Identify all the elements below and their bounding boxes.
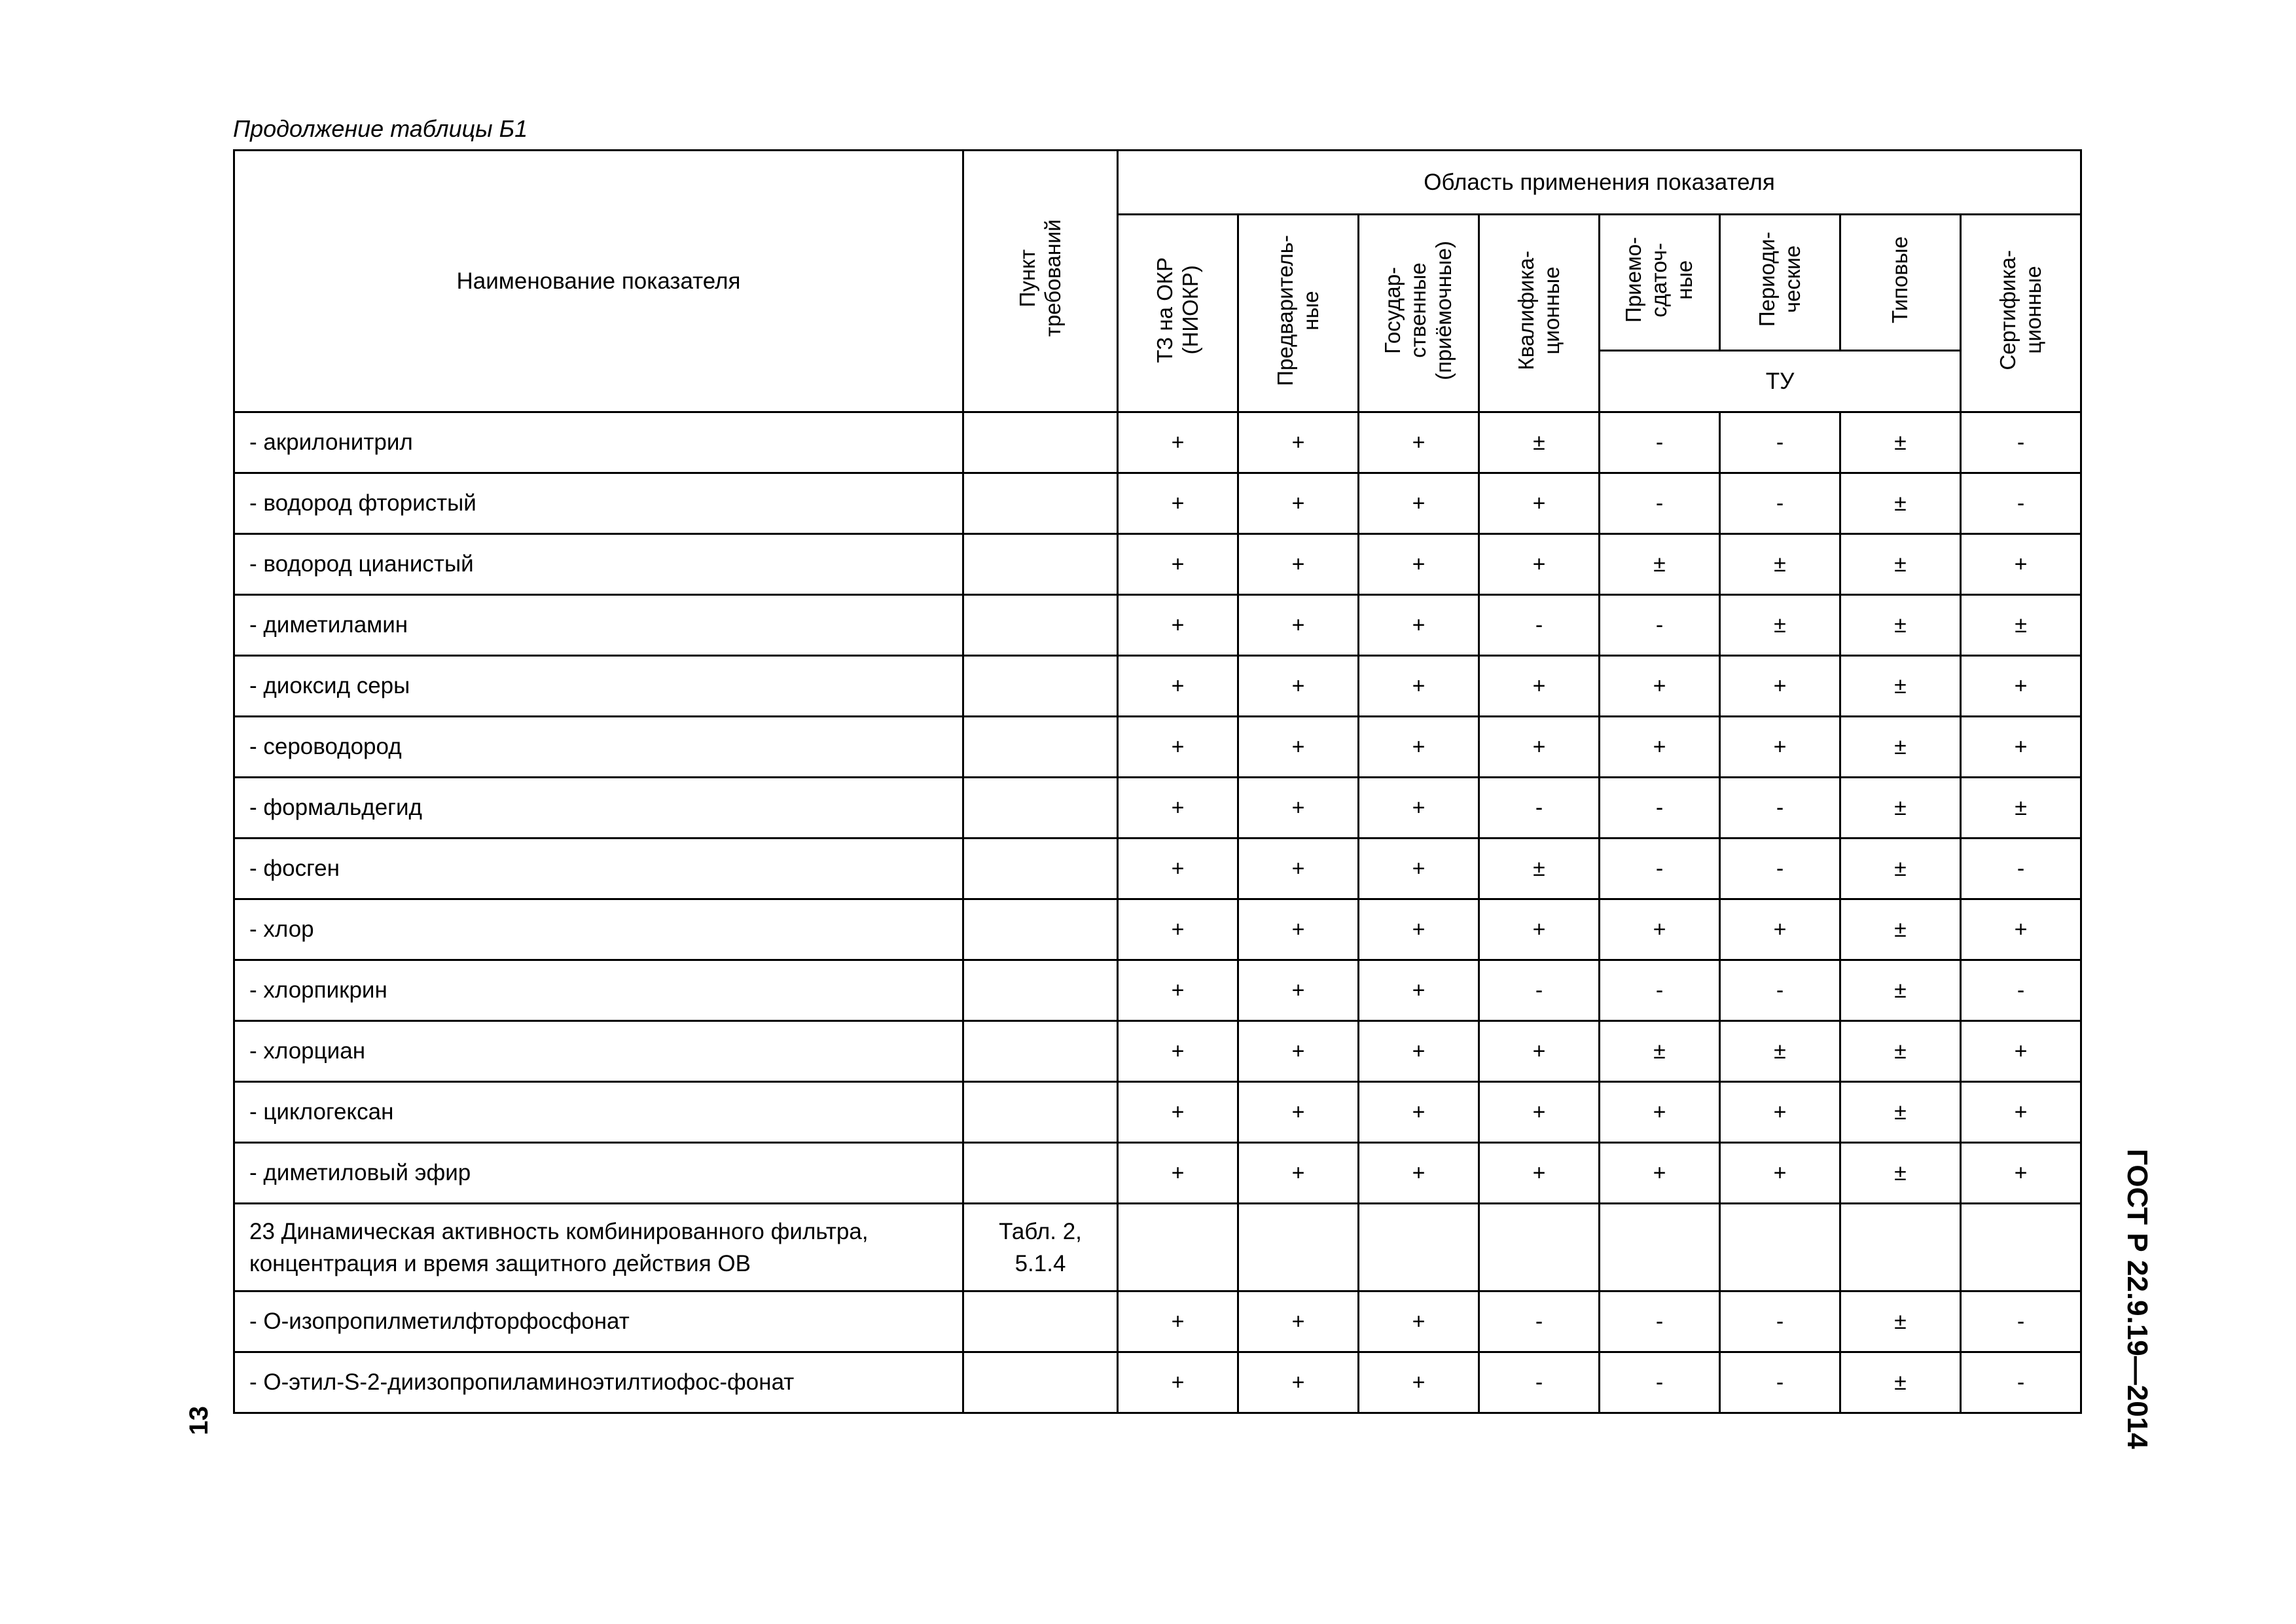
header-col-type: Типовые [1840,215,1961,351]
requirement-clause [963,1021,1118,1082]
header-area: Область применения показателя [1118,151,2081,215]
applicability-mark: ± [1840,412,1961,473]
applicability-mark: + [1118,595,1238,656]
applicability-mark: + [1238,960,1359,1021]
applicability-mark: + [1479,473,1600,534]
indicator-name: - циклогексан [234,1082,963,1143]
applicability-mark: + [1118,1291,1238,1352]
indicator-name: - диметиловый эфир [234,1143,963,1204]
applicability-mark: + [1118,899,1238,960]
applicability-mark: + [1118,534,1238,595]
applicability-mark: - [1720,839,1840,899]
applicability-mark: + [1118,1352,1238,1413]
applicability-mark: + [1961,1021,2081,1082]
applicability-mark: ± [1840,595,1961,656]
applicability-mark: + [1238,717,1359,778]
applicability-mark: - [1961,839,2081,899]
applicability-mark: ± [1720,534,1840,595]
header-punkt-label: Пункт требований [1014,219,1065,337]
applicability-mark: ± [1720,595,1840,656]
applicability-mark: + [1359,473,1479,534]
applicability-mark: + [1600,899,1720,960]
applicability-mark: - [1720,473,1840,534]
table-row [234,534,2081,595]
applicability-mark: + [1359,778,1479,839]
applicability-mark: - [1600,473,1720,534]
applicability-mark: + [1961,717,2081,778]
requirement-clause [963,717,1118,778]
applicability-mark [1238,1204,1359,1291]
applicability-mark: + [1238,1021,1359,1082]
applicability-mark: + [1359,1352,1479,1413]
applicability-mark: + [1359,534,1479,595]
applicability-mark: + [1720,717,1840,778]
indicator-table [233,149,2082,1414]
standard-number: ГОСТ Р 22.9.19—2014 [2121,1149,2153,1449]
applicability-mark: ± [1840,839,1961,899]
requirement-clause [963,412,1118,473]
table-row [234,412,2081,473]
applicability-mark: + [1720,899,1840,960]
applicability-mark: ± [1720,1021,1840,1082]
applicability-mark: + [1479,1143,1600,1204]
indicator-name: - формальдегид [234,778,963,839]
applicability-mark: - [1961,1352,2081,1413]
requirement-clause [963,960,1118,1021]
indicator-name: - О-изопропилметилфторфосфонат [234,1291,963,1352]
applicability-mark: - [1961,473,2081,534]
applicability-mark: + [1238,778,1359,839]
applicability-mark: - [1961,1291,2081,1352]
table-row [234,1291,2081,1352]
applicability-mark: + [1479,1082,1600,1143]
header-col-certification: Сертифика- ционные [1961,215,2081,412]
indicator-name: - хлорпикрин [234,960,963,1021]
applicability-mark: + [1359,839,1479,899]
applicability-mark: ± [1479,412,1600,473]
applicability-mark: + [1118,412,1238,473]
applicability-mark: ± [1479,839,1600,899]
applicability-mark: + [1600,1082,1720,1143]
requirement-clause [963,656,1118,717]
header-tu: ТУ [1600,351,1961,412]
header-col-acceptance: Приемо- сдаточ- ные [1600,215,1720,351]
indicator-name: - диоксид серы [234,656,963,717]
indicator-name: - акрилонитрил [234,412,963,473]
indicator-name: - водород фтористый [234,473,963,534]
applicability-mark: + [1479,534,1600,595]
applicability-mark: + [1961,534,2081,595]
applicability-mark: + [1238,595,1359,656]
table-row [234,1143,2081,1204]
applicability-mark: - [1720,960,1840,1021]
requirement-clause [963,778,1118,839]
applicability-mark: + [1118,656,1238,717]
page-number: 13 [185,1406,213,1435]
applicability-mark: + [1359,1291,1479,1352]
requirement-clause [963,595,1118,656]
header-col-preliminary: Предваритель- ные [1238,215,1359,412]
applicability-mark: + [1118,960,1238,1021]
applicability-mark: ± [1840,960,1961,1021]
table-row [234,1204,2081,1291]
requirement-clause: Табл. 2, 5.1.4 [963,1204,1118,1291]
applicability-mark: + [1238,473,1359,534]
table-row [234,656,2081,717]
indicator-name: - водород цианистый [234,534,963,595]
applicability-mark: ± [1840,717,1961,778]
applicability-mark: + [1118,1143,1238,1204]
applicability-mark: + [1359,960,1479,1021]
applicability-mark: + [1118,839,1238,899]
applicability-mark [1118,1204,1238,1291]
applicability-mark: + [1600,717,1720,778]
requirement-clause [963,899,1118,960]
applicability-mark: ± [1961,595,2081,656]
applicability-mark: ± [1600,1021,1720,1082]
requirement-clause [963,1352,1118,1413]
indicator-name: - хлор [234,899,963,960]
applicability-mark: + [1600,1143,1720,1204]
applicability-mark: + [1961,899,2081,960]
table-row [234,899,2081,960]
applicability-mark: - [1600,1291,1720,1352]
applicability-mark: ± [1840,1082,1961,1143]
applicability-mark: + [1238,839,1359,899]
requirement-clause [963,839,1118,899]
header-punkt [963,151,1118,412]
table-row [234,1352,2081,1413]
indicator-name: - О-этил-S-2-диизопропиламиноэтилтиофос-фонат [234,1352,963,1413]
requirement-clause [963,1143,1118,1204]
applicability-mark: ± [1840,778,1961,839]
applicability-mark: + [1359,1082,1479,1143]
applicability-mark: - [1600,595,1720,656]
applicability-mark: ± [1840,534,1961,595]
table-caption: Продолжение таблицы Б1 [233,115,528,142]
applicability-mark: - [1961,960,2081,1021]
applicability-mark: + [1359,1143,1479,1204]
table-row [234,778,2081,839]
requirement-clause [963,1291,1118,1352]
applicability-mark: + [1961,1082,2081,1143]
table-row [234,960,2081,1021]
applicability-mark [1720,1204,1840,1291]
table-row [234,1021,2081,1082]
applicability-mark: + [1720,656,1840,717]
applicability-mark: + [1118,778,1238,839]
applicability-mark: - [1600,778,1720,839]
applicability-mark: + [1479,899,1600,960]
applicability-mark: - [1479,1352,1600,1413]
applicability-mark: + [1359,717,1479,778]
applicability-mark: - [1479,1291,1600,1352]
table-row [234,839,2081,899]
applicability-mark: ± [1840,473,1961,534]
applicability-mark: + [1118,473,1238,534]
applicability-mark: + [1961,1143,2081,1204]
applicability-mark: + [1359,595,1479,656]
applicability-mark: ± [1840,1352,1961,1413]
applicability-mark: - [1720,412,1840,473]
header-name: Наименование показателя [234,151,963,412]
applicability-mark: + [1118,717,1238,778]
requirement-clause [963,1082,1118,1143]
applicability-mark: + [1238,899,1359,960]
applicability-mark: - [1600,960,1720,1021]
applicability-mark: ± [1961,778,2081,839]
header-col-tz: ТЗ на ОКР (НИОКР) [1118,215,1238,412]
applicability-mark: + [1238,1082,1359,1143]
applicability-mark: - [1720,1352,1840,1413]
applicability-mark: + [1118,1082,1238,1143]
applicability-mark: + [1359,656,1479,717]
indicator-name: - фосген [234,839,963,899]
requirement-clause [963,534,1118,595]
applicability-mark: + [1600,656,1720,717]
applicability-mark: + [1238,1143,1359,1204]
applicability-mark: ± [1840,1291,1961,1352]
applicability-mark: - [1600,1352,1720,1413]
applicability-mark: ± [1840,899,1961,960]
applicability-mark: - [1720,1291,1840,1352]
indicator-name: - хлорциан [234,1021,963,1082]
applicability-mark: ± [1840,1021,1961,1082]
applicability-mark: + [1479,1021,1600,1082]
table-row [234,717,2081,778]
applicability-mark: + [1720,1143,1840,1204]
applicability-mark: - [1961,412,2081,473]
applicability-mark: ± [1600,534,1720,595]
applicability-mark: + [1359,899,1479,960]
applicability-mark: + [1238,1352,1359,1413]
header-col-qualification: Квалифика- ционные [1479,215,1600,412]
header-col-periodic: Периоди- ческие [1720,215,1840,351]
applicability-mark: ± [1840,1143,1961,1204]
applicability-mark: + [1238,1291,1359,1352]
table-row [234,473,2081,534]
applicability-mark [1840,1204,1961,1291]
applicability-mark [1479,1204,1600,1291]
applicability-mark: + [1479,656,1600,717]
applicability-mark: - [1600,412,1720,473]
applicability-mark: + [1720,1082,1840,1143]
header-col-state: Государ- ственные (приёмочные) [1359,215,1479,412]
applicability-mark: - [1720,778,1840,839]
table-body [234,412,2081,1413]
applicability-mark: - [1600,839,1720,899]
applicability-mark [1359,1204,1479,1291]
applicability-mark [1600,1204,1720,1291]
applicability-mark: - [1479,595,1600,656]
applicability-mark: + [1238,656,1359,717]
applicability-mark: + [1359,412,1479,473]
applicability-mark: + [1238,412,1359,473]
applicability-mark: ± [1840,656,1961,717]
applicability-mark [1961,1204,2081,1291]
applicability-mark: + [1118,1021,1238,1082]
applicability-mark: + [1961,656,2081,717]
table-row [234,595,2081,656]
applicability-mark: - [1479,778,1600,839]
indicator-name: 23 Динамическая активность комбинированного фильтра, концентрация и время защитного действия ОВ [234,1204,963,1291]
indicator-name: - сероводород [234,717,963,778]
applicability-mark: + [1359,1021,1479,1082]
applicability-mark: - [1479,960,1600,1021]
applicability-mark: + [1479,717,1600,778]
applicability-mark: + [1238,534,1359,595]
table-row [234,1082,2081,1143]
indicator-name: - диметиламин [234,595,963,656]
requirement-clause [963,473,1118,534]
